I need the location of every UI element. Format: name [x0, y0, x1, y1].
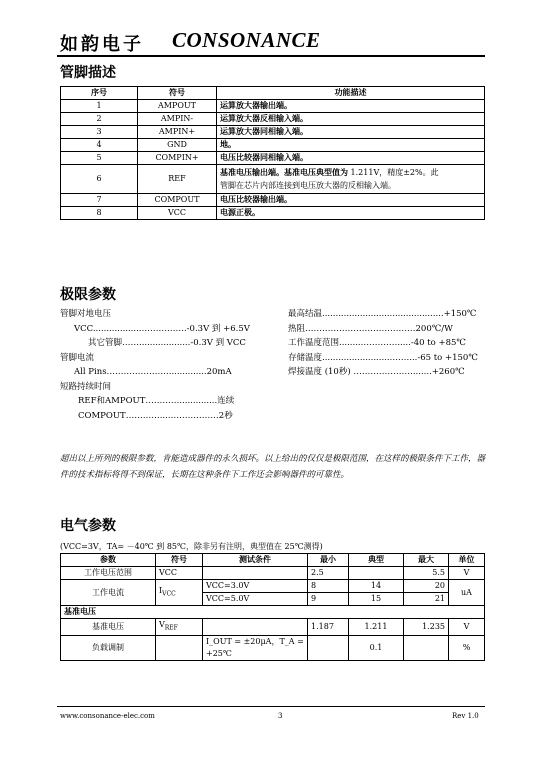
pin-symbol: AMPIN-	[138, 113, 217, 126]
company-name-en: CONSONANCE	[172, 28, 321, 52]
pin-desc-part: 基准电压输出端。基准电压典型值为	[220, 168, 348, 177]
limit-line: VCC..................…………….-0.3V 到 +6.5V	[74, 323, 250, 334]
footer-website: www.consonance-elec.com	[60, 712, 155, 720]
col-header: 典型	[349, 554, 404, 567]
value-typ: 15	[349, 593, 404, 606]
pin-table	[60, 86, 485, 220]
pin-no: 2	[61, 113, 138, 126]
param-symbol: VCC	[156, 567, 203, 580]
table-row	[61, 152, 485, 165]
limits-section-title: 极限参数	[60, 287, 116, 303]
table-row	[61, 207, 485, 220]
col-header: 功能描述	[217, 87, 485, 100]
electrical-table-header	[61, 554, 485, 567]
pin-desc: 地。	[217, 139, 485, 152]
value-min: 2.5	[308, 567, 349, 580]
pin-symbol: GND	[138, 139, 217, 152]
limit-line: 管脚对地电压	[60, 309, 112, 319]
param-name: 负载调制	[61, 635, 156, 660]
test-condition-note: (VCC=3V，TA= －40℃ 到 85℃，除非另有注明，典型值在 25℃测得)	[60, 542, 323, 551]
pin-symbol: AMPOUT	[138, 100, 217, 113]
value-typ	[349, 567, 404, 580]
pin-no: 7	[61, 194, 138, 207]
unit: V	[449, 567, 485, 580]
col-header: 最小	[308, 554, 349, 567]
param-symbol	[156, 635, 203, 660]
pin-no: 8	[61, 207, 138, 220]
limits-left-column	[60, 307, 285, 423]
test-condition: VCC=3.0V	[203, 580, 308, 593]
limit-line: 存储温度.........................……....-65 to +150℃	[288, 352, 478, 363]
limit-line: 短路持续时间	[60, 381, 112, 392]
pin-symbol: COMPOUT	[138, 194, 217, 207]
pin-no: 6	[61, 165, 138, 194]
limit-line: 热阻…………………………………200℃/W	[288, 323, 453, 334]
limit-line: 其它管脚……...................-0.3V 到 VCC	[88, 338, 246, 348]
value-typ: 14	[349, 580, 404, 593]
table-row	[61, 126, 485, 139]
limit-line: REF和AMPOUT…………..............连续	[78, 396, 235, 406]
param-symbol	[156, 580, 203, 606]
unit: uA	[449, 580, 485, 606]
param-symbol	[156, 619, 203, 636]
pin-desc: 电压比较器输出端。	[217, 194, 485, 207]
param-name: 基准电压	[61, 619, 156, 636]
pin-desc	[217, 165, 485, 194]
pin-desc: 运算放大器同相输入端。	[217, 126, 485, 139]
pin-desc: 电压比较器同相输入端。	[217, 152, 485, 165]
col-header: 序号	[61, 87, 138, 100]
pin-no: 5	[61, 152, 138, 165]
table-row	[61, 635, 485, 660]
col-header: 符号	[156, 554, 203, 567]
table-row	[61, 165, 485, 194]
symbol-sub: VCC	[162, 590, 176, 598]
param-name: 工作电压范围	[61, 567, 156, 580]
table-row	[61, 113, 485, 126]
limit-line: 最高结温.............................................+150℃	[288, 309, 477, 319]
pin-desc-part: 1.211V，精度±2%。此	[350, 168, 439, 177]
symbol-main: I	[159, 585, 163, 595]
value-max: 20	[404, 580, 449, 593]
symbol-sub: REF	[164, 624, 178, 632]
test-condition: I_OUT = ±20μA，T_A = +25℃	[203, 635, 308, 660]
page-number: 3	[278, 712, 283, 720]
limits-right-column	[288, 307, 488, 380]
limits-warning-note: 超出以上所列的极限参数，肯能造成器件的永久损坏。以上给出的仅仅是极限范围，在这样的极限条件下工作，器件的技术指标将得不到保证，长期在这种条件下工作还会影响器件的可靠性。	[60, 454, 486, 480]
col-header: 测试条件	[203, 554, 308, 567]
footer-rule	[57, 706, 485, 707]
limit-line: 焊接温度 (10秒) ………………….......+260℃	[288, 367, 465, 377]
limit-line: COMPOUT…………...………………2秒	[78, 410, 233, 421]
test-condition: VCC=5.0V	[203, 593, 308, 606]
pin-desc: 运算放大器反相输入端。	[217, 113, 485, 126]
value-min: 9	[308, 593, 349, 606]
col-header: 符号	[138, 87, 217, 100]
pin-no: 1	[61, 100, 138, 113]
col-header: 单位	[449, 554, 485, 567]
value-max: 1.235	[404, 619, 449, 636]
value-max: 21	[404, 593, 449, 606]
electrical-table	[60, 553, 485, 661]
col-header: 最大	[404, 554, 449, 567]
symbol-main: V	[159, 620, 165, 629]
table-row	[61, 194, 485, 207]
value-typ: 1.211	[349, 619, 404, 636]
table-row	[61, 567, 485, 580]
pin-desc-part: 管脚在芯片内部连接到电压放大器的反相输入端。	[220, 181, 396, 190]
param-name: 工作电流	[61, 580, 156, 606]
value-min: 1.187	[308, 619, 349, 636]
pin-symbol: AMPIN+	[138, 126, 217, 139]
company-name-cn: 如韵电子	[60, 34, 144, 55]
table-row	[61, 619, 485, 636]
unit: V	[449, 619, 485, 636]
pin-desc: 电源正极。	[217, 207, 485, 220]
revision: Rev 1.0	[452, 712, 479, 720]
unit: %	[449, 635, 485, 660]
value-min: 8	[308, 580, 349, 593]
value-max: 5.5	[404, 567, 449, 580]
pin-section-title: 管脚描述	[60, 65, 116, 81]
limit-line: 管脚电流	[60, 352, 95, 363]
test-condition	[203, 567, 308, 580]
col-header: 参数	[61, 554, 156, 567]
table-row	[61, 139, 485, 152]
test-condition	[203, 619, 308, 636]
pin-no: 3	[61, 126, 138, 139]
group-row	[61, 606, 485, 619]
pin-table-header	[61, 87, 485, 100]
pin-desc: 运算放大器输出端。	[217, 100, 485, 113]
header-rule	[57, 55, 485, 57]
pin-symbol: REF	[138, 165, 217, 194]
table-row	[61, 100, 485, 113]
group-label: 基准电压	[61, 606, 485, 619]
pin-symbol: VCC	[138, 207, 217, 220]
electrical-section-title: 电气参数	[60, 518, 116, 534]
limit-line: 工作温度范围.........………….....-40 to +85℃	[288, 338, 466, 348]
value-typ: 0.1	[349, 635, 404, 660]
value-max	[404, 635, 449, 660]
limit-line: All Pins…………………...............20mA	[74, 367, 232, 377]
table-row	[61, 580, 485, 593]
value-min	[308, 635, 349, 660]
pin-no: 4	[61, 139, 138, 152]
pin-symbol: COMPIN+	[138, 152, 217, 165]
